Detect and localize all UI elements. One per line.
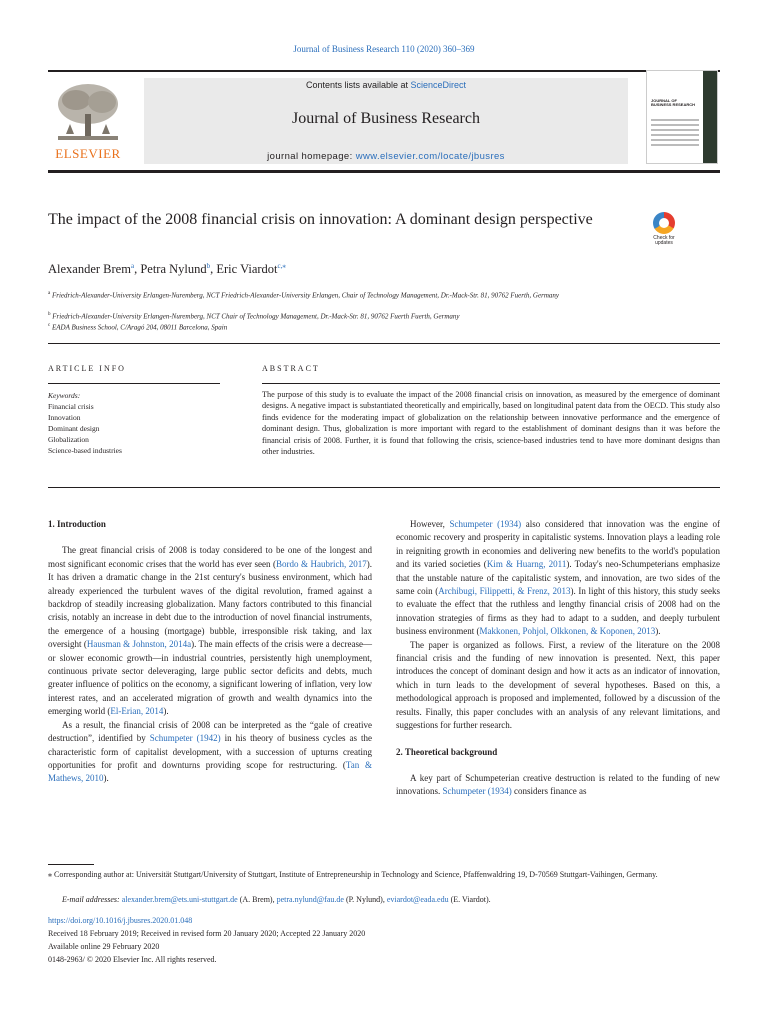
- journal-cover-thumbnail[interactable]: [646, 70, 718, 164]
- email-owner: (A. Brem),: [237, 895, 277, 904]
- text-run: However,: [410, 519, 450, 529]
- text-run: ). The main effects of the crisis were a decrease—or slower economic growth—in industrial countries, persistently high unemployment, continuous private sector deleveraging, large public sector deficits and debts, much greater influence of politics on the economy, a significant lowering of inflation, very low interest rates, and an accelerated migration of growth and wealth dynamics into the emerging world (: [48, 639, 372, 717]
- journal-title: Journal of Business Research: [292, 110, 480, 127]
- check-updates-icon: [653, 212, 675, 234]
- citation-link[interactable]: Makkonen, Pohjol, Olkkonen, & Koponen, 2013: [479, 626, 656, 637]
- cover-text-lines: [651, 119, 699, 149]
- badge-line2: updates: [655, 240, 673, 246]
- affiliation: [48, 289, 648, 300]
- paragraph: [396, 772, 720, 799]
- section-rule: [48, 343, 720, 344]
- affiliation: [48, 310, 648, 321]
- author-affil-mark[interactable]: a: [130, 262, 135, 270]
- header-rule-bottom: [48, 170, 720, 173]
- keyword: Financial crisis: [48, 402, 94, 411]
- section-heading: 1. Introduction: [48, 519, 106, 529]
- affiliation-text: EADA Business School, C/Aragó 204, 08011 Barcelona, Spain: [51, 323, 228, 332]
- keyword: Globalization: [48, 435, 89, 444]
- available-online: Available online 29 February 2020: [48, 942, 160, 951]
- author-affil-mark[interactable]: c,⁎: [277, 262, 286, 270]
- email-link[interactable]: eviardot@eada.edu: [386, 895, 449, 904]
- affil-mark: a: [48, 291, 51, 296]
- badge-line1: Check for: [653, 235, 675, 241]
- author-name: Petra Nylund: [140, 262, 207, 277]
- left-column: [48, 518, 372, 786]
- homepage-link[interactable]: www.elsevier.com/locate/jbusres: [355, 151, 505, 162]
- doi-link[interactable]: https://doi.org/10.1016/j.jbusres.2020.01.048: [48, 916, 193, 925]
- corresponding-footnote: ⁎ Corresponding author at: Universität Stuttgart/University of Stuttgart, Institute of Entrepreneurship in Technology and Science, Pfaffenwaldring 19, D-70569 Stuttgart-Vaihingen, Germany.: [48, 870, 658, 879]
- keyword: Science-based industries: [48, 446, 122, 455]
- email-link[interactable]: alexander.brem@ets.uni-stuttgart.de: [121, 895, 238, 904]
- email-owner: (E. Viardot).: [448, 895, 491, 904]
- citation-link[interactable]: Schumpeter (1942): [149, 733, 221, 744]
- right-column: [396, 518, 720, 799]
- affiliation-text: Friedrich-Alexander-University Erlangen-Nuremberg, NCT Friedrich-Alexander-University Erlangen, Chair of Technology Management, Dr.-Mack-Str. 81, 90762 Fuerth, Germany: [51, 291, 559, 300]
- email-label: E-mail addresses:: [62, 895, 122, 904]
- text-run: As a result, the financial crisis of 2008 can be interpreted as the “gale of creative destruction”, identified by: [48, 719, 372, 744]
- keywords-block: [48, 390, 228, 456]
- citation-link[interactable]: Schumpeter (1934): [442, 786, 512, 797]
- author-list: Alexander Brem$^a$, Petra Nylund$^b$, Eric Viardot$^{c,⁎}$: [48, 262, 286, 277]
- affil-mark: c: [48, 323, 51, 328]
- section-heading: 2. Theoretical background: [396, 746, 498, 757]
- homepage-line: [144, 151, 628, 162]
- abstract-rule: [262, 383, 720, 384]
- paragraph: [48, 544, 372, 718]
- footnote-rule: [48, 864, 94, 865]
- text-run: ).: [655, 626, 661, 637]
- keyword: Dominant design: [48, 424, 100, 433]
- check-for-updates-badge[interactable]: [646, 212, 682, 252]
- text-run: ).: [103, 773, 109, 784]
- article-info-heading: ARTICLE INFO: [48, 364, 126, 373]
- citation-link[interactable]: Kim & Huarng, 2011: [486, 559, 567, 570]
- text-run: The great financial crisis of 2008 is today considered to be one of the longest and most significant economic crises that the world has ever seen (: [48, 545, 372, 569]
- email-owner: (P. Nylund),: [343, 895, 387, 904]
- author-name: Eric Viardot: [216, 262, 278, 277]
- text-run: A key part of Schumpeterian creative destruction is related to the funding of new innovations.: [396, 772, 720, 797]
- citation-link[interactable]: Tan & Mathews, 2010: [48, 759, 372, 784]
- homepage-prefix: journal homepage:: [267, 151, 356, 162]
- citation-link[interactable]: El-Erian, 2014: [110, 706, 164, 717]
- citation-link[interactable]: Schumpeter (1934): [449, 519, 522, 529]
- author-affil-mark[interactable]: b: [206, 262, 211, 270]
- elsevier-wordmark: ELSEVIER: [55, 146, 121, 161]
- text-run: ).: [163, 706, 169, 717]
- text-run: ). It has driven a dramatic change in the 21st century's business environment, which had already experienced the turbulent waves of the digital revolution, framed against a backdrop of steadily increasing globalization. Many factors contributed to this financial crisis, notably an increase in debt due to the introduction of novel financial instruments, the emergence of a housing (mortgage) bubble, irresponsible risk taking, and lax oversight (: [48, 558, 372, 650]
- citation-link[interactable]: Archibugi, Filippetti, & Frenz, 2013: [438, 586, 571, 597]
- contents-prefix: Contents lists available at: [305, 80, 411, 90]
- affil-mark: b: [48, 312, 51, 317]
- paragraph: [48, 719, 372, 786]
- text-run: considers finance as: [511, 786, 587, 797]
- text-run: also considered that innovation was the engine of economic recovery and prosperity in capitalistic systems. Innovation plays a leading role in reigniting growth in economies and delivering new benefits to the world's population and its varied societies (: [396, 519, 721, 570]
- text-run: in his theory of business cycles as the characteristic form of capitalist development, with a succession of upturns creating opportunities for profit and downturns providing scope for restructuring. (: [48, 733, 372, 770]
- text-run: ). Today's neo-Schumpeterians emphasize that the unstable nature of the capitalistic system, and innovation, are two sides of the same coin (: [396, 559, 720, 597]
- citation-link[interactable]: Hausman & Johnston, 2014a: [86, 639, 192, 650]
- cover-spine: [703, 71, 717, 163]
- citation-link[interactable]: Bordo & Haubrich, 2017: [275, 558, 367, 569]
- article-info-rule: [48, 383, 220, 384]
- affiliation: [48, 321, 648, 332]
- cover-title: JOURNAL OF BUSINESS RESEARCH: [651, 98, 696, 107]
- keyword: Innovation: [48, 413, 81, 422]
- received-dates: Received 18 February 2019; Received in revised form 20 January 2020; Accepted 22 January 2020: [48, 929, 366, 938]
- article-title: The impact of the 2008 financial crisis on innovation: A dominant design perspective: [48, 211, 593, 228]
- header-rule-top: [48, 70, 720, 72]
- abstract-heading: ABSTRACT: [262, 364, 320, 373]
- sciencedirect-link[interactable]: ScienceDirect: [410, 80, 467, 90]
- journal-reference[interactable]: Journal of Business Research 110 (2020) 360–369: [293, 44, 475, 54]
- copyright: 0148-2963/ © 2020 Elsevier Inc. All rights reserved.: [48, 955, 217, 964]
- abstract-text: The purpose of this study is to evaluate the impact of the 2008 financial crisis on innovation, as measured by the emergence of dominant designs. A negative impact is substantiated theoretically and empirically, based on longitudinal patent data from the OECD. This study also finds evidence for the moderating impact of globalization on the relationship between innovative performance and the emergence of dominant design. Thus, globalization is more important with regard to the establishment of dominant designs than it was before the financial crisis of 2008. Further, it is found that following the crisis, science-based industries tend to have more dominant designs than other industries.: [262, 390, 720, 457]
- email-link[interactable]: petra.nylund@fau.de: [276, 895, 344, 904]
- affiliation-text: Friedrich-Alexander-University Erlangen-Nuremberg, NCT Chair of Technology Management, Dr.-Mack-Str. 81, 90762 Fuerth Fuerth, Germany: [52, 312, 460, 321]
- author-name: Alexander Brem: [48, 262, 131, 277]
- section-rule: [48, 487, 720, 488]
- email-footnote: [48, 893, 720, 906]
- paragraph: [396, 518, 720, 639]
- contents-line: [144, 80, 628, 90]
- text-run: ). In light of this history, this study seeks to evaluate the effect that the ruthless and lengthy financial crisis of 2008 had on the innovation strategies of firms as they had to adapt to a sudden, and deeply turbulent business environment (: [396, 586, 720, 637]
- keywords-label: Keywords:: [48, 391, 81, 400]
- paragraph: The paper is organized as follows. First, a review of the literature on the 2008 financial crisis and the funding of new innovation is presented. Next, this paper introduces the concept of dominant design and how it acts as an indicator of innovation, which in turn leads to the development of several hypotheses. Based on this, a methodological approach is proposed and implemented, followed by a discussion of the results. Finally, this paper concludes with an analysis of any relevant limitations, and suggestions for further research.: [396, 639, 720, 731]
